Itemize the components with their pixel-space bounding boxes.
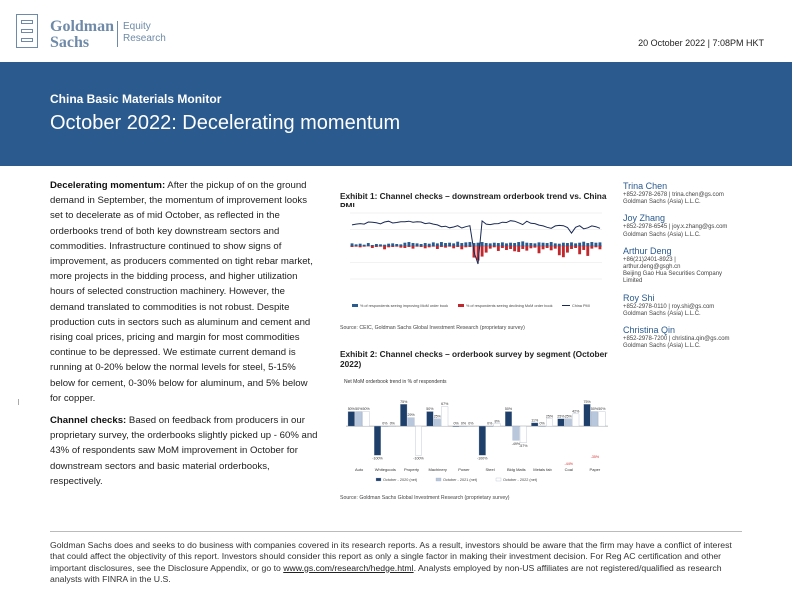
improving-bar: [554, 243, 557, 246]
declining-bar: [599, 246, 602, 249]
segment-bar: [539, 426, 546, 427]
report-header: [0, 0, 792, 62]
annotation-label: -44%: [564, 462, 573, 466]
segment-bar: [374, 426, 381, 455]
declining-bar: [542, 246, 545, 249]
improving-bar: [562, 243, 565, 246]
logo-name-line-1: Goldman: [50, 18, 115, 35]
data-label: 25%: [545, 414, 554, 419]
data-label: 25%: [433, 414, 441, 419]
analyst-contact-line: Limited: [623, 278, 643, 285]
report-series: China Basic Materials Monitor: [50, 92, 222, 106]
data-label: 8%: [494, 419, 500, 424]
analyst-contact-line: arthur.deng@gsgh.cn: [623, 264, 681, 271]
logo-subtitle: [123, 21, 166, 45]
data-label: 67%: [441, 402, 449, 407]
analyst-block: [623, 293, 773, 318]
improving-bar: [481, 242, 484, 246]
declining-bar: [428, 246, 431, 247]
segment-bar: [434, 419, 441, 426]
segment-bar: [591, 412, 598, 427]
improving-bar: [550, 242, 553, 246]
data-label: 50%: [347, 407, 355, 412]
improving-bar: [359, 244, 362, 246]
improving-bar: [525, 243, 528, 246]
data-label: 50%: [426, 407, 434, 412]
segment-bar: [479, 426, 486, 455]
declining-bar: [566, 246, 569, 253]
improving-bar: [383, 245, 386, 246]
declining-bar: [424, 246, 427, 248]
legend-swatch: [352, 304, 358, 307]
analyst-name: Trina Chen: [623, 181, 668, 191]
analyst-contact-line: Goldman Sachs (Asia) L.L.C.: [623, 310, 701, 317]
gs-logo-icon: [16, 14, 38, 48]
declining-bar: [387, 246, 390, 247]
margin-mark: [18, 399, 19, 405]
declining-bar: [448, 246, 451, 247]
improving-bar: [460, 243, 463, 246]
improving-bar: [529, 243, 532, 246]
improving-bar: [351, 243, 354, 246]
declining-bar: [391, 246, 394, 247]
improving-bar: [505, 243, 508, 246]
improving-bar: [558, 244, 561, 246]
data-label: 25%: [564, 414, 572, 419]
analyst-contact-line: +852-2978-6545 | joy.x.zhang@gs.com: [623, 224, 728, 231]
legend-label: October - 2021 (net): [443, 478, 478, 482]
declining-bar: [355, 246, 358, 247]
data-label: 75%: [400, 399, 408, 404]
declining-bar: [505, 246, 508, 250]
data-label: -100%: [413, 456, 424, 461]
segment-bar: [546, 419, 553, 426]
segment-bar: [389, 426, 396, 427]
improving-bar: [509, 243, 512, 246]
improving-bar: [428, 244, 431, 246]
segment-bar: [599, 412, 606, 427]
legend-label: % of respondents seeing declining MoM order book: [466, 304, 553, 308]
body-text: [50, 178, 318, 496]
declining-bar: [590, 246, 593, 249]
declining-bar: [513, 246, 516, 251]
analyst-contact-line: Goldman Sachs (Asia) L.L.C.: [623, 199, 701, 206]
declining-bar: [538, 246, 541, 253]
footer-divider: [50, 531, 742, 532]
legend-label: China PMI: [572, 304, 590, 308]
improving-bar: [513, 243, 516, 246]
category-label: Auto: [354, 467, 364, 472]
paragraph-channel-checks: [50, 413, 318, 489]
segment-bar: [494, 424, 501, 426]
improving-bar: [416, 243, 419, 246]
declining-bar: [562, 246, 565, 257]
segment-bar: [513, 426, 520, 440]
declining-bar: [501, 246, 504, 248]
declining-bar: [570, 246, 573, 249]
declining-bar: [436, 246, 439, 249]
improving-bar: [452, 243, 455, 246]
data-label: 0%: [382, 421, 388, 426]
logo-name-line-2: Sachs: [50, 34, 90, 51]
data-label: 0%: [539, 421, 545, 426]
declining-bar: [351, 246, 354, 247]
legend-label: October - 2022 (net): [503, 478, 538, 482]
analyst-name: Arthur Deng: [623, 245, 672, 256]
pmi-line: [352, 221, 600, 264]
category-label: Machinery: [428, 467, 447, 472]
declining-bar: [481, 246, 484, 257]
segment-bar: [415, 426, 422, 455]
analyst-block: [623, 246, 773, 286]
declining-bar: [509, 246, 512, 249]
segment-bar: [453, 426, 460, 427]
improving-bar: [497, 243, 500, 246]
declining-bar: [489, 246, 492, 249]
improving-bar: [538, 242, 541, 246]
disclosure-footer: [50, 540, 740, 586]
declining-bar: [497, 246, 500, 251]
legend-swatch: [458, 304, 464, 307]
analyst-name: Roy Shi: [623, 292, 655, 303]
segment-bar: [531, 423, 538, 426]
paragraph-text: Based on feedback from producers in our proprietary survey, the orderbooks slightly picked up - 60% and 43% of respondents saw MoM improvement in October for downstream sectors and basic material orderbooks, respectively.: [50, 415, 318, 487]
declining-bar: [412, 246, 415, 249]
declining-bar: [464, 246, 467, 247]
analyst-block: [623, 181, 773, 206]
paragraph-lead: Decelerating momentum:: [50, 180, 166, 191]
category-label: Metals fab: [533, 467, 552, 472]
segment-bar: [441, 407, 448, 426]
annotation-label: -35%: [590, 455, 600, 459]
segment-bar: [363, 412, 370, 427]
segment-bar: [460, 426, 467, 427]
improving-bar: [464, 242, 467, 246]
segment-bar: [558, 419, 565, 426]
improving-bar: [501, 242, 504, 246]
improving-bar: [375, 244, 378, 246]
analyst-contact-line: +86(21)2401-8923 |: [623, 256, 676, 263]
declining-bar: [456, 246, 459, 247]
improving-bar: [578, 243, 581, 246]
improving-bar: [574, 243, 577, 246]
analyst-name: Joy Zhang: [623, 213, 666, 224]
gs-logo-wordmark: [50, 19, 114, 51]
improving-bar: [570, 242, 573, 246]
improving-bar: [590, 242, 593, 246]
declining-bar: [546, 246, 549, 248]
data-label: 0%: [453, 421, 459, 426]
declining-bar: [403, 246, 406, 248]
analyst-block: [623, 325, 773, 350]
data-label: 50%: [590, 407, 599, 412]
data-label: 50%: [598, 407, 606, 412]
improving-bar: [456, 242, 459, 246]
declining-bar: [550, 246, 553, 250]
data-label: 50%: [355, 407, 363, 412]
improving-bar: [420, 244, 423, 246]
improving-bar: [408, 242, 411, 246]
analyst-block: [623, 213, 773, 238]
improving-bar: [355, 244, 358, 246]
improving-bar: [489, 243, 492, 246]
report-title: October 2022: Decelerating momentum: [50, 112, 401, 134]
declining-bar: [521, 246, 524, 249]
declining-bar: [359, 246, 362, 247]
logo-sub-line-1: Equity: [123, 21, 151, 32]
improving-bar: [599, 242, 602, 246]
exhibit1-chart: [340, 207, 612, 317]
category-label: Coal: [564, 467, 573, 472]
declining-bar: [586, 246, 589, 256]
legend-label: October - 2020 (net): [383, 478, 418, 482]
improving-bar: [521, 241, 524, 246]
improving-bar: [534, 243, 537, 246]
data-label: 0%: [460, 421, 467, 426]
legend-swatch: [376, 478, 381, 481]
declining-bar: [444, 246, 447, 248]
declining-bar: [383, 246, 386, 249]
declining-bar: [574, 246, 577, 248]
improving-bar: [424, 243, 427, 246]
data-label: 11%: [531, 418, 539, 423]
improving-bar: [399, 244, 402, 246]
segment-bar: [408, 418, 415, 426]
segment-bar: [400, 404, 407, 426]
analyst-contact-line: Goldman Sachs (Asia) L.L.C.: [623, 231, 701, 238]
analyst-contact-line: Beijing Gao Hua Securities Company: [623, 271, 723, 278]
declining-bar: [432, 246, 435, 247]
improving-bar: [477, 243, 480, 246]
category-label: Steel: [485, 467, 495, 472]
segment-bar: [427, 412, 434, 427]
chart-subtitle: Net MoM orderbook trend in % of respondents: [344, 379, 447, 385]
declining-bar: [468, 246, 471, 247]
improving-bar: [403, 243, 406, 246]
segment-bar: [584, 404, 591, 426]
declining-bar: [399, 246, 402, 248]
exhibit1-source: Source: CEIC, Goldman Sachs Global Investment Research (proprietary survey): [340, 325, 525, 331]
logo-divider: [117, 21, 118, 47]
improving-bar: [412, 243, 415, 246]
declining-bar: [529, 246, 532, 248]
segment-bar: [468, 426, 475, 427]
improving-bar: [586, 243, 589, 246]
legend-label: % of respondents seeing improving MoM order book: [360, 304, 449, 308]
data-label: 0%: [468, 421, 474, 426]
declining-bar: [363, 246, 366, 247]
improving-bar: [594, 243, 597, 246]
data-label: 29%: [407, 413, 415, 418]
segment-bar: [486, 426, 493, 427]
declining-bar: [416, 246, 419, 247]
segment-bar: [572, 414, 579, 426]
exhibit1-title: Exhibit 1: Channel checks – downstream orderbook trend vs. China PMI: [340, 191, 607, 211]
exhibit2-source: Source: Goldman Sachs Global Investment Research (proprietary survey): [340, 495, 510, 501]
declining-bar: [379, 246, 382, 247]
analyst-contact-line: +852-2978-7200 | christina.qin@gs.com: [623, 336, 730, 343]
data-label: -49%: [511, 441, 521, 446]
improving-bar: [379, 244, 382, 246]
improving-bar: [444, 243, 447, 246]
legend-swatch: [496, 478, 501, 481]
paragraph-lead: Channel checks:: [50, 415, 127, 427]
category-label: Bldg Matls: [506, 467, 526, 472]
improving-bar: [493, 243, 496, 246]
improving-bar: [363, 245, 366, 246]
declining-bar: [440, 246, 443, 247]
declining-bar: [395, 246, 398, 247]
analyst-name: Christina Qin: [623, 325, 676, 336]
declining-bar: [408, 246, 411, 247]
category-label: Whitegoods: [374, 467, 396, 472]
data-label: -100%: [477, 456, 488, 461]
report-dateline: 20 October 2022 | 7:08PM HKT: [638, 38, 764, 48]
paragraph-decelerating: [50, 178, 318, 406]
segment-bar: [355, 412, 362, 427]
improving-bar: [440, 242, 443, 246]
declining-bar: [460, 246, 463, 249]
data-label: 0%: [389, 421, 395, 426]
declining-bar: [578, 246, 581, 254]
improving-bar: [432, 242, 435, 246]
segment-bar: [382, 426, 389, 427]
improving-bar: [485, 243, 488, 246]
analyst-contact-line: Goldman Sachs (Asia) L.L.C.: [623, 343, 701, 350]
segment-bar: [348, 412, 355, 427]
segment-bar: [520, 426, 527, 443]
improving-bar: [391, 243, 394, 246]
improving-bar: [582, 242, 585, 246]
analyst-contact-line: +852-2978-2678 | trina.chen@gs.com: [623, 192, 724, 198]
declining-bar: [594, 246, 597, 247]
improving-bar: [542, 243, 545, 246]
improving-bar: [387, 244, 390, 246]
declining-bar: [558, 246, 561, 255]
data-label: 42%: [572, 409, 580, 414]
disclosure-link[interactable]: www.gs.com/research/hedge.html: [283, 562, 414, 573]
category-label: Power: [458, 467, 470, 472]
declining-bar: [452, 246, 455, 248]
title-banner: [0, 62, 792, 166]
legend-swatch: [436, 478, 441, 481]
data-label: 0%: [487, 421, 493, 426]
improving-bar: [566, 243, 569, 246]
declining-bar: [371, 246, 374, 248]
declining-bar: [554, 246, 557, 249]
declining-bar: [517, 246, 520, 252]
logo-sub-line-2: Research: [123, 33, 166, 44]
data-label: -57%: [519, 444, 528, 449]
improving-bar: [546, 243, 549, 246]
improving-bar: [448, 243, 451, 246]
declining-bar: [485, 246, 488, 253]
data-label: 50%: [362, 407, 370, 412]
category-label: Property: [403, 467, 420, 472]
declining-bar: [582, 246, 585, 250]
improving-bar: [395, 244, 398, 246]
segment-bar: [505, 412, 512, 427]
analyst-list: [623, 181, 773, 357]
data-label: 25%: [557, 414, 565, 419]
footer-text: . Analysts employed by non-US affiliates are not registered/qualified as research analysts with FINRA in the U.S.: [50, 562, 722, 585]
declining-bar: [493, 246, 496, 247]
segment-bar: [565, 419, 572, 426]
data-label: -100%: [372, 456, 383, 461]
footer-text: Goldman Sachs does and seeks to do business with companies covered in its research reports. As a result, investors should be aware that the firm may have a conflict of interest that could affect the objectivity of this report. Investors should consider this report as only a single factor in making their investment decision. For Reg AC certification and other important disclosures, see the Disclosure Appendix, or go to: [50, 540, 732, 573]
declining-bar: [420, 246, 423, 247]
data-label: 50%: [504, 407, 513, 412]
improving-bar: [517, 242, 520, 246]
improving-bar: [436, 243, 439, 246]
improving-bar: [367, 243, 370, 246]
paragraph-text: After the pickup of on the ground demand in September, the momentum of improvement looks set to decelerate as of mid October, as reflected in the orderbooks trend of both key downstream sectors and commodities. Infrastructure continued to show signs of improvement, as producers commented on tight rebar market, more projects in the bidding process, and higher utilization hours of selected construction machinery. However, the demand translated to commodities is not robust. Despite production cuts in sectors such as aluminum and cement and rising coal prices, pricing and margin for most commodities continue to be depressed. We estimate current demand is running at 0-20% below the normal levels for steel, 5-15% below for cement, 0-30% below for aluminum, and 5% below for copper.: [50, 180, 313, 404]
improving-bar: [468, 242, 471, 246]
category-label: Paper: [589, 467, 601, 472]
declining-bar: [525, 246, 528, 251]
data-label: 75%: [583, 399, 591, 404]
exhibit2-title: Exhibit 2: Channel checks – orderbook survey by segment (October 2022): [340, 349, 608, 369]
analyst-contact-line: +852-2978-0110 | roy.shi@gs.com: [623, 303, 715, 310]
declining-bar: [534, 246, 537, 248]
exhibit2-chart: [340, 375, 612, 490]
improving-bar: [371, 245, 374, 246]
declining-bar: [375, 246, 378, 247]
